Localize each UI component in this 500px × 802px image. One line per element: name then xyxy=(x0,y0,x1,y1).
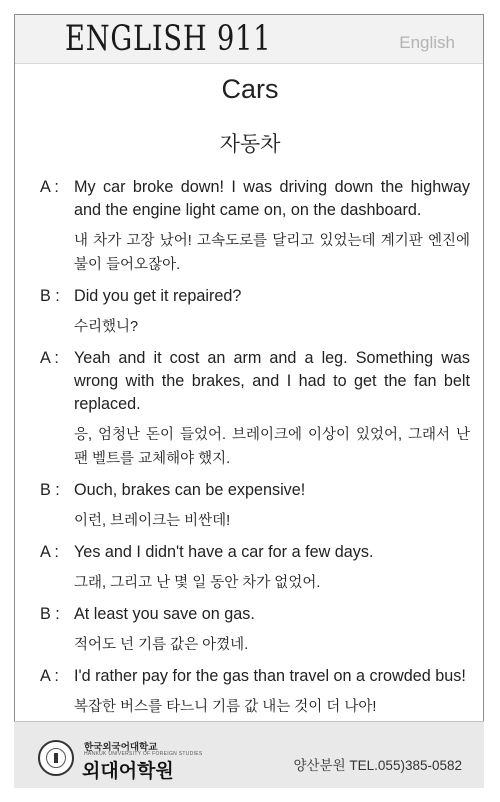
speaker-label: A : xyxy=(40,349,59,367)
institute-name: 외대어학원 xyxy=(82,761,174,782)
section-tag: English xyxy=(399,33,455,52)
dialogue-turn xyxy=(40,479,470,533)
speaker-label: B : xyxy=(40,287,60,305)
dialogue-turn xyxy=(40,665,470,719)
university-name: 한국외국어대학교 xyxy=(84,742,158,753)
korean-translation: 이런, 브레이크는 비싼데! xyxy=(74,513,231,529)
english-line: I'd rather pay for the gas than travel on a crowded bus! xyxy=(74,667,466,685)
dialogue xyxy=(40,176,470,727)
dialogue-turn xyxy=(40,285,470,339)
contact-info: 양산분원 TEL.055)385-0582 xyxy=(293,758,462,773)
university-english-name: HANKUK UNIVERSITY OF FOREIGN STUDIES xyxy=(84,751,203,757)
speaker-label: B : xyxy=(40,605,60,623)
dialogue-turn xyxy=(40,541,470,595)
lesson-subtitle: 자동차 xyxy=(219,133,281,156)
speaker-label: A : xyxy=(40,667,59,685)
university-seal-icon xyxy=(38,740,74,776)
korean-translation: 적어도 넌 기름 값은 아꼈네. xyxy=(74,637,249,653)
speaker-label: A : xyxy=(40,178,59,196)
korean-translation: 수리했니? xyxy=(74,319,139,335)
english-line: Yes and I didn't have a car for a few days. xyxy=(74,543,374,561)
lesson-title: Cars xyxy=(221,74,279,104)
english-line: My car broke down! I was driving down the highway and the engine light came on, on the dashboard. xyxy=(74,178,470,219)
dialogue-turn xyxy=(40,176,470,277)
english-line: Ouch, brakes can be expensive! xyxy=(74,481,306,499)
korean-translation: 그래, 그리고 난 몇 일 동안 차가 없었어. xyxy=(74,575,321,591)
english-line: Did you get it repaired? xyxy=(74,287,242,305)
english-line: Yeah and it cost an arm and a leg. Something was wrong with the brakes, and I had to get the fan belt replaced. xyxy=(74,349,470,413)
dialogue-turn xyxy=(40,347,470,471)
speaker-label: B : xyxy=(40,481,60,499)
header-band xyxy=(15,15,483,64)
korean-translation: 내 차가 고장 났어! 고속도로를 달리고 있었는데 계기판 엔진에 불이 들어오잖아. xyxy=(74,233,470,273)
korean-translation: 복잡한 버스를 타느니 기름 값 내는 것이 더 나아! xyxy=(74,699,377,715)
speaker-label: A : xyxy=(40,543,59,561)
english-line: At least you save on gas. xyxy=(74,605,255,623)
korean-translation: 응, 엄청난 돈이 들었어. 브레이크에 이상이 있었어, 그래서 난 팬 벨트를 교체해야 했지. xyxy=(74,427,470,467)
dialogue-turn xyxy=(40,603,470,657)
brand-logo: ENGLISH 911 xyxy=(65,19,272,59)
footer xyxy=(14,721,484,788)
